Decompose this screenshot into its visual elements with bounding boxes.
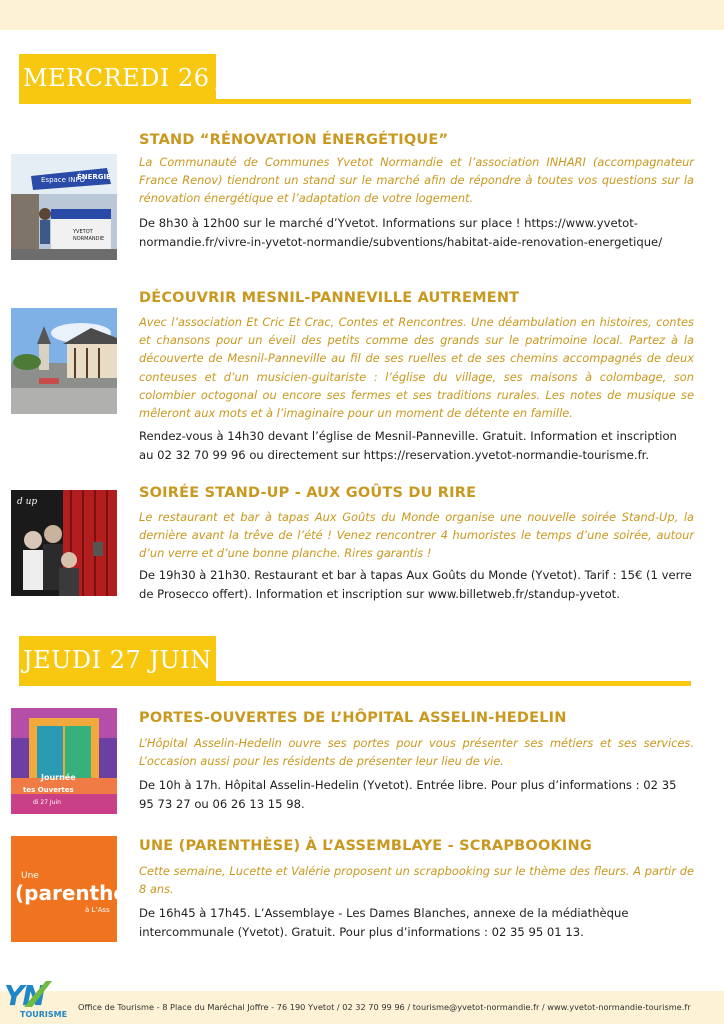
event-title: PORTES-OUVERTES DE L’HÔPITAL ASSELIN-HEDELIN — [139, 710, 567, 726]
stand-sign-text: YVETOT — [73, 229, 93, 235]
event-image-village — [11, 308, 117, 414]
day-divider — [19, 681, 691, 686]
event-description: Cette semaine, Lucette et Valérie proposent un scrapbooking sur le thème des fleurs. A partir de 8 ans. — [139, 864, 694, 897]
yvetot-tourisme-logo — [2, 977, 74, 1021]
event-info: De 8h30 à 12h00 sur le marché d’Yvetot. Informations sur place ! https://www.yvetot-normandie.fr/vivre-in-yvetot-normandie/subventions/habitat-aide-renovation-energetique/ — [139, 216, 663, 249]
standup-logo-text: d up — [17, 497, 38, 507]
logo-letters: YN — [4, 979, 44, 1012]
event-title: DÉCOUVRIR MESNIL-PANNEVILLE AUTREMENT — [139, 290, 520, 306]
event-image-standup — [11, 490, 117, 596]
event-image-hopital — [11, 708, 117, 814]
stand-banner-text: Espace INFO — [41, 176, 86, 184]
stand-sign-text-2: NORMANDIE — [73, 236, 105, 242]
parenthese-image-text-3: à L’Ass — [85, 906, 110, 914]
event-description: Avec l’association Et Cric Et Crac, Contes et Rencontres. Une déambulation en histoires, contes et chansons pour un éveil des petits comme des grands sur le patrimoine local. Partez à la découverte de Mesnil-Panneville au fil de ses ruelles et de ses chemins accompagnés de deux conteuses et d’un musicien-guitariste : l’église du village, ses maisons à colombage, son colombier octogonal ou encore ses fermes et ses traditions rurales. Les notes de musique se mêleront aux mots et à l’imaginaire pour un moment de détente en famille. — [139, 315, 694, 421]
hopital-image-text-3: di 27 Juin — [33, 799, 61, 806]
day-label: JEUDI 27 JUIN — [19, 636, 216, 684]
logo-subtitle: TOURISME — [20, 1010, 68, 1019]
event-title: UNE (PARENTHÈSE) À L’ASSEMBLAYE - SCRAPBOOKING — [139, 838, 592, 854]
event-title: STAND “RÉNOVATION ÉNERGÉTIQUE” — [139, 132, 449, 148]
event-title: SOIRÉE STAND-UP - AUX GOÛTS DU RIRE — [139, 485, 477, 501]
stand-banner-text-2: ÉNERGIE — [77, 173, 111, 181]
event-image-stand — [11, 154, 117, 260]
hopital-image-text-1: Journée — [41, 773, 76, 782]
top-band — [0, 0, 724, 30]
event-description: L’Hôpital Asselin-Hedelin ouvre ses portes pour vous présenter ses métiers et ses services. L’occasion aussi pour les résidents de présenter leur lieu de vie. — [139, 736, 694, 769]
day-divider — [19, 99, 691, 104]
event-info: De 16h45 à 17h45. L’Assemblaye - Les Dames Blanches, annexe de la médiathèque intercommunale (Yvetot). Gratuit. Pour plus d’informations : 02 35 95 01 13. — [139, 906, 629, 939]
event-info: Rendez-vous à 14h30 devant l’église de Mesnil-Panneville. Gratuit. Information et inscription au 02 32 70 99 96 ou directement sur https://reservation.yvetot-normandie-tourisme.fr. — [139, 429, 677, 462]
day-header-wednesday — [19, 54, 691, 106]
event-description: Le restaurant et bar à tapas Aux Goûts du Monde organise une nouvelle soirée Stand-Up, la dernière avant la trêve de l’été ! Venez rencontrer 4 humoristes le temps d’une soirée, autour d’un verre et d’une bonne planche. Rires garantis ! — [139, 510, 694, 561]
hopital-image-text-2: tes Ouvertes — [23, 786, 74, 794]
event-info: De 10h à 17h. Hôpital Asselin-Hedelin (Yvetot). Entrée libre. Pour plus d’informations : 02 35 95 73 27 ou 06 26 13 15 98. — [139, 778, 677, 811]
parenthese-image-text-2: (parenthè — [15, 881, 127, 905]
parenthese-image-text-1: Une — [21, 871, 39, 881]
event-image-parenthese — [11, 836, 127, 942]
footer-contact: Office de Tourisme - 8 Place du Maréchal Joffre - 76 190 Yvetot / 02 32 70 99 96 / tourisme@yvetot-normandie.fr / www.yvetot-normandie-tourisme.fr — [78, 1002, 691, 1012]
day-header-thursday — [19, 636, 691, 688]
event-info: De 19h30 à 21h30. Restaurant et bar à tapas Aux Goûts du Monde (Yvetot). Tarif : 15€ (1 verre de Prosecco offert). Information et inscription sur www.billetweb.fr/standup-yvetot. — [139, 568, 692, 601]
event-description: La Communauté de Communes Yvetot Normandie et l’association INHARI (accompagnateur France Renov) tiendront un stand sur le marché afin de répondre à toutes vos questions sur la rénovation énergétique et l’adaptation de votre logement. — [139, 155, 694, 206]
day-label: MERCREDI 26 JUIN — [19, 54, 216, 102]
